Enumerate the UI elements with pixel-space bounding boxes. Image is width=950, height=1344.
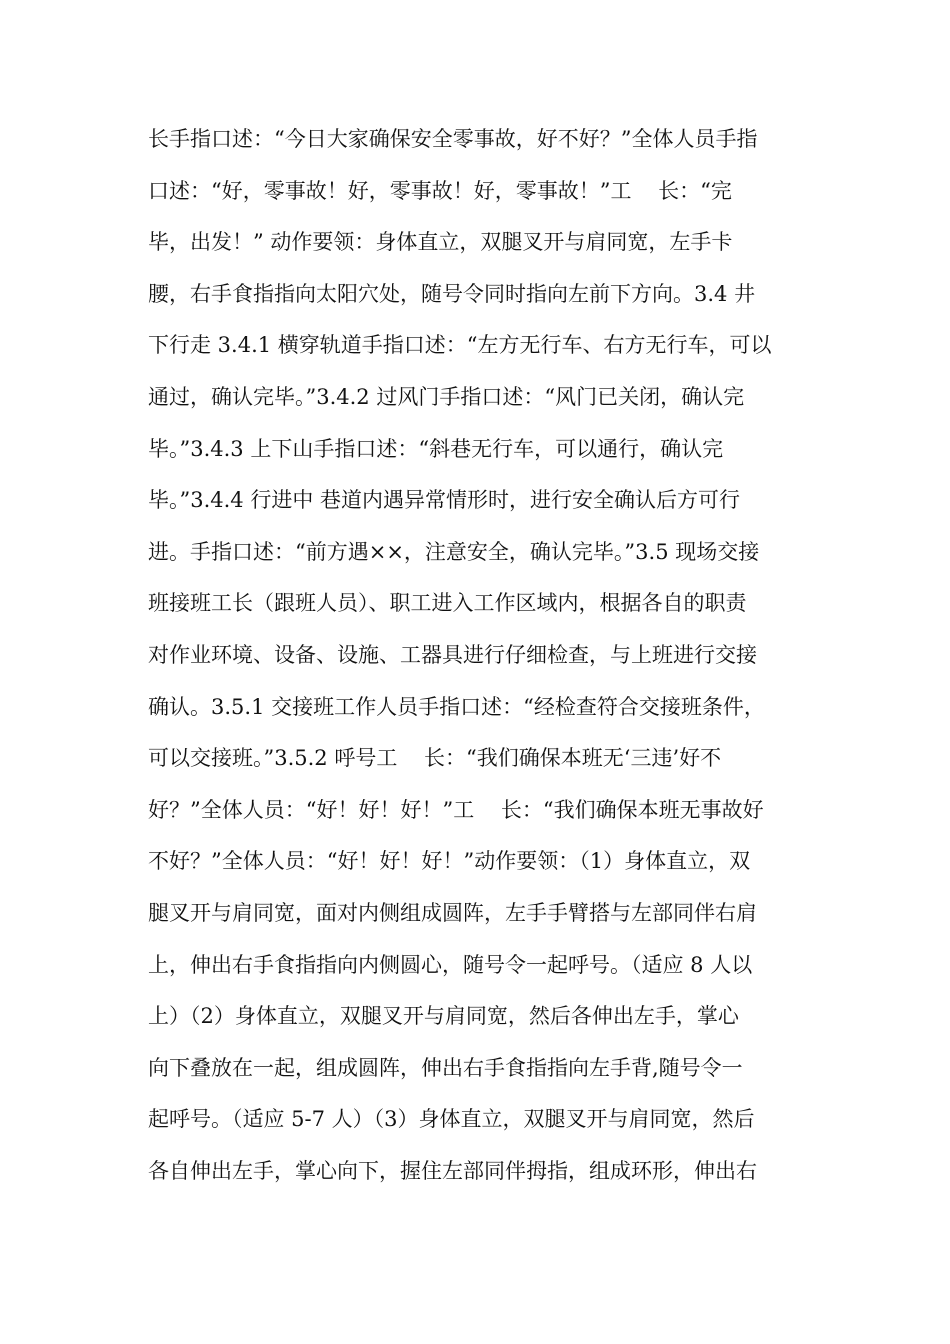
text-line: 对作业环境、设备、设施、工器具进行仔细检查，与上班进行交接 <box>148 642 757 667</box>
text-line: 毕。”3.4.3 上下山手指口述：“斜巷无行车，可以通行，确认完 <box>148 436 724 461</box>
text-line: 腿叉开与肩同宽，面对内侧组成圆阵，左手手臂搭与左部同伴右肩 <box>148 900 757 925</box>
text-line: 向下叠放在一起，组成圆阵，伸出右手食指指向左手背,随号令一 <box>148 1055 743 1080</box>
text-line: 毕。”3.4.4 行进中 巷道内遇异常情形时，进行安全确认后方可行 <box>148 488 741 513</box>
text-line: 可以交接班。”3.5.2 呼号工 长：“我们确保本班无‘三违’好不 <box>148 746 722 771</box>
text-line: 上，伸出右手食指指向内侧圆心，随号令一起呼号。（适应 8 人以 <box>148 952 753 977</box>
body-text <box>148 114 808 1197</box>
text-line: 进。手指口述：“前方遇××，注意安全，确认完毕。”3.5 现场交接 <box>148 539 760 564</box>
text-line: 好？”全体人员：“好！好！好！”工 长：“我们确保本班无事故好 <box>148 797 764 822</box>
text-line: 上）（2）身体直立，双腿叉开与肩同宽，然后各伸出左手，掌心 <box>148 1004 739 1029</box>
text-line: 毕，出发！” 动作要领：身体直立，双腿叉开与肩同宽，左手卡 <box>148 230 733 255</box>
text-line: 腰，右手食指指向太阳穴处，随号令同时指向左前下方向。3.4 井 <box>148 281 756 306</box>
text-line: 起呼号。（适应 5-7 人）（3）身体直立，双腿叉开与肩同宽，然后 <box>148 1107 755 1132</box>
text-line: 长手指口述：“今日大家确保安全零事故，好不好？”全体人员手指 <box>148 127 758 151</box>
text-line: 下行走 3.4.1 横穿轨道手指口述：“左方无行车、右方无行车，可以 <box>148 333 772 358</box>
text-line: 不好？”全体人员：“好！好！好！”动作要领：（1）身体直立，双 <box>148 849 751 874</box>
text-line: 各自伸出左手，掌心向下，握住左部同伴拇指，组成环形，伸出右 <box>148 1158 757 1183</box>
text-line: 通过，确认完毕。”3.4.2 过风门手指口述：“风门已关闭，确认完 <box>148 384 745 409</box>
text-line: 确认。3.5.1 交接班工作人员手指口述：“经检查符合交接班条件， <box>148 694 765 719</box>
text-line: 口述：“好，零事故！好，零事故！好，零事故！”工 长：“完 <box>148 178 732 203</box>
text-line: 班接班工长（跟班人员）、职工进入工作区域内，根据各自的职责 <box>148 591 747 616</box>
